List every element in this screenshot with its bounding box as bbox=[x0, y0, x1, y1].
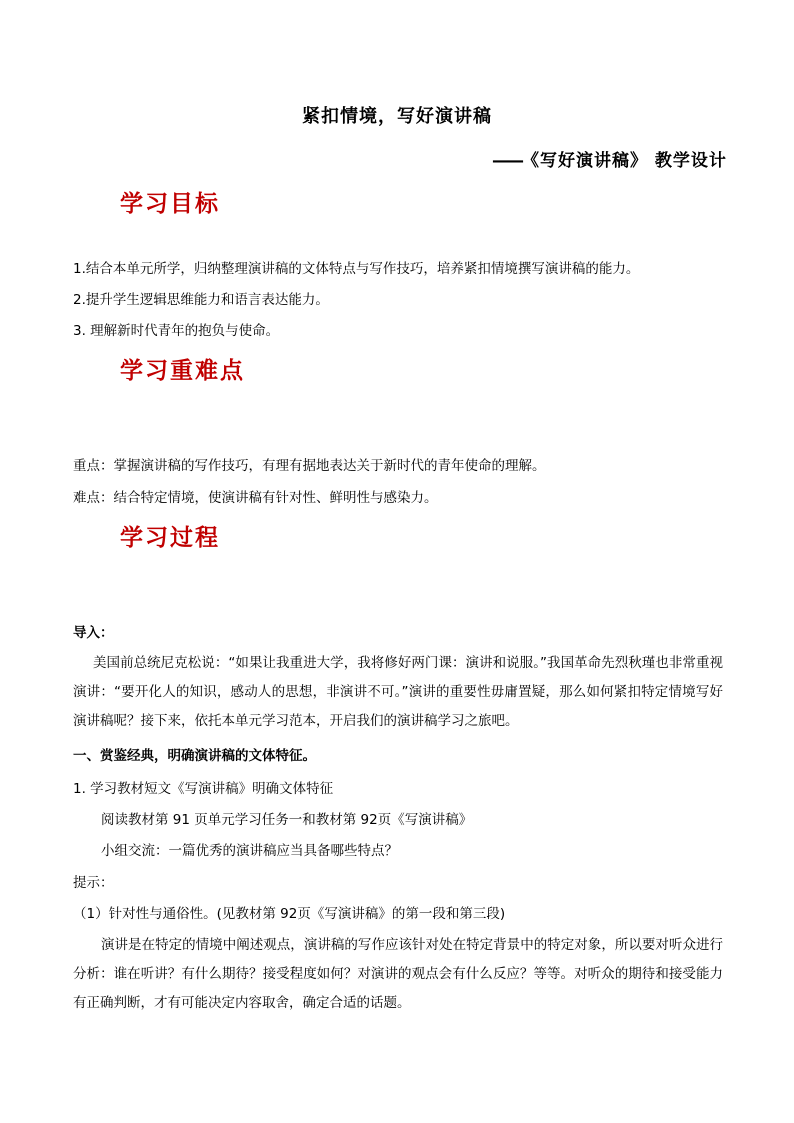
section-heading-process: 学习过程 bbox=[120, 524, 220, 551]
section-heading-objectives: 学习目标 bbox=[120, 190, 220, 217]
objective-item: 2.提升学生逻辑思维能力和语言表达能力。 bbox=[73, 292, 329, 308]
objective-item: 3. 理解新时代青年的抱负与使命。 bbox=[73, 323, 280, 339]
document-title: 紧扣情境，写好演讲稿 bbox=[302, 106, 492, 127]
subtitle-dash: —— bbox=[492, 151, 522, 171]
objective-item: 1.结合本单元所学，归纳整理演讲稿的文体特点与写作技巧，培养紧扣情境撰写演讲稿的能力。 bbox=[73, 261, 640, 277]
intro-paragraph: 美国前总统尼克松说：“如果让我重进大学，我将修好两门课：演讲和说服。”我国革命先烈秋瑾也非常重视演讲：“要开化人的知识，感动人的思想，非演讲不可。”演讲的重要性毋庸置疑，那么如何紧扣特定情境写好演讲稿呢？接下来，依托本单元学习范本，开启我们的演讲稿学习之旅吧。 bbox=[73, 655, 723, 729]
key-point-item: 难点：结合特定情境，使演讲稿有针对性、鲜明性与感染力。 bbox=[73, 490, 438, 506]
key-point-item: 重点：掌握演讲稿的写作技巧，有理有据地表达关于新时代的青年使命的理解。 bbox=[73, 458, 546, 474]
part1-heading: 一、赏鉴经典，明确演讲稿的文体特征。 bbox=[73, 748, 316, 764]
hint1-paragraph: 演讲是在特定的情境中阐述观点，演讲稿的写作应该针对处在特定背景中的特定对象，所以要对听众进行分析：谁在听讲？有什么期待？接受程度如何？对演讲的观点会有什么反应？等等。对听众的期待和接受能力有正确判断，才有可能决定内容取舍，确定合适的话题。 bbox=[73, 937, 723, 1011]
step1-discuss-line: 小组交流：一篇优秀的演讲稿应当具备哪些特点？ bbox=[101, 843, 398, 859]
hint1-line: （1）针对性与通俗性。(见教材第 92页《写演讲稿》的第一段和第三段) bbox=[73, 906, 506, 922]
subtitle-text: 《写好演讲稿》 教学设计 bbox=[522, 151, 727, 171]
document-subtitle bbox=[492, 146, 727, 171]
intro-label: 导入： bbox=[73, 625, 114, 641]
step1-line: 1. 学习教材短文《写演讲稿》明确文体特征 bbox=[73, 781, 334, 797]
hint-label: 提示： bbox=[73, 875, 114, 891]
section-heading-key-points: 学习重难点 bbox=[120, 357, 245, 384]
step1-read-line: 阅读教材第 91 页单元学习任务一和教材第 92页《写演讲稿》 bbox=[101, 812, 473, 828]
